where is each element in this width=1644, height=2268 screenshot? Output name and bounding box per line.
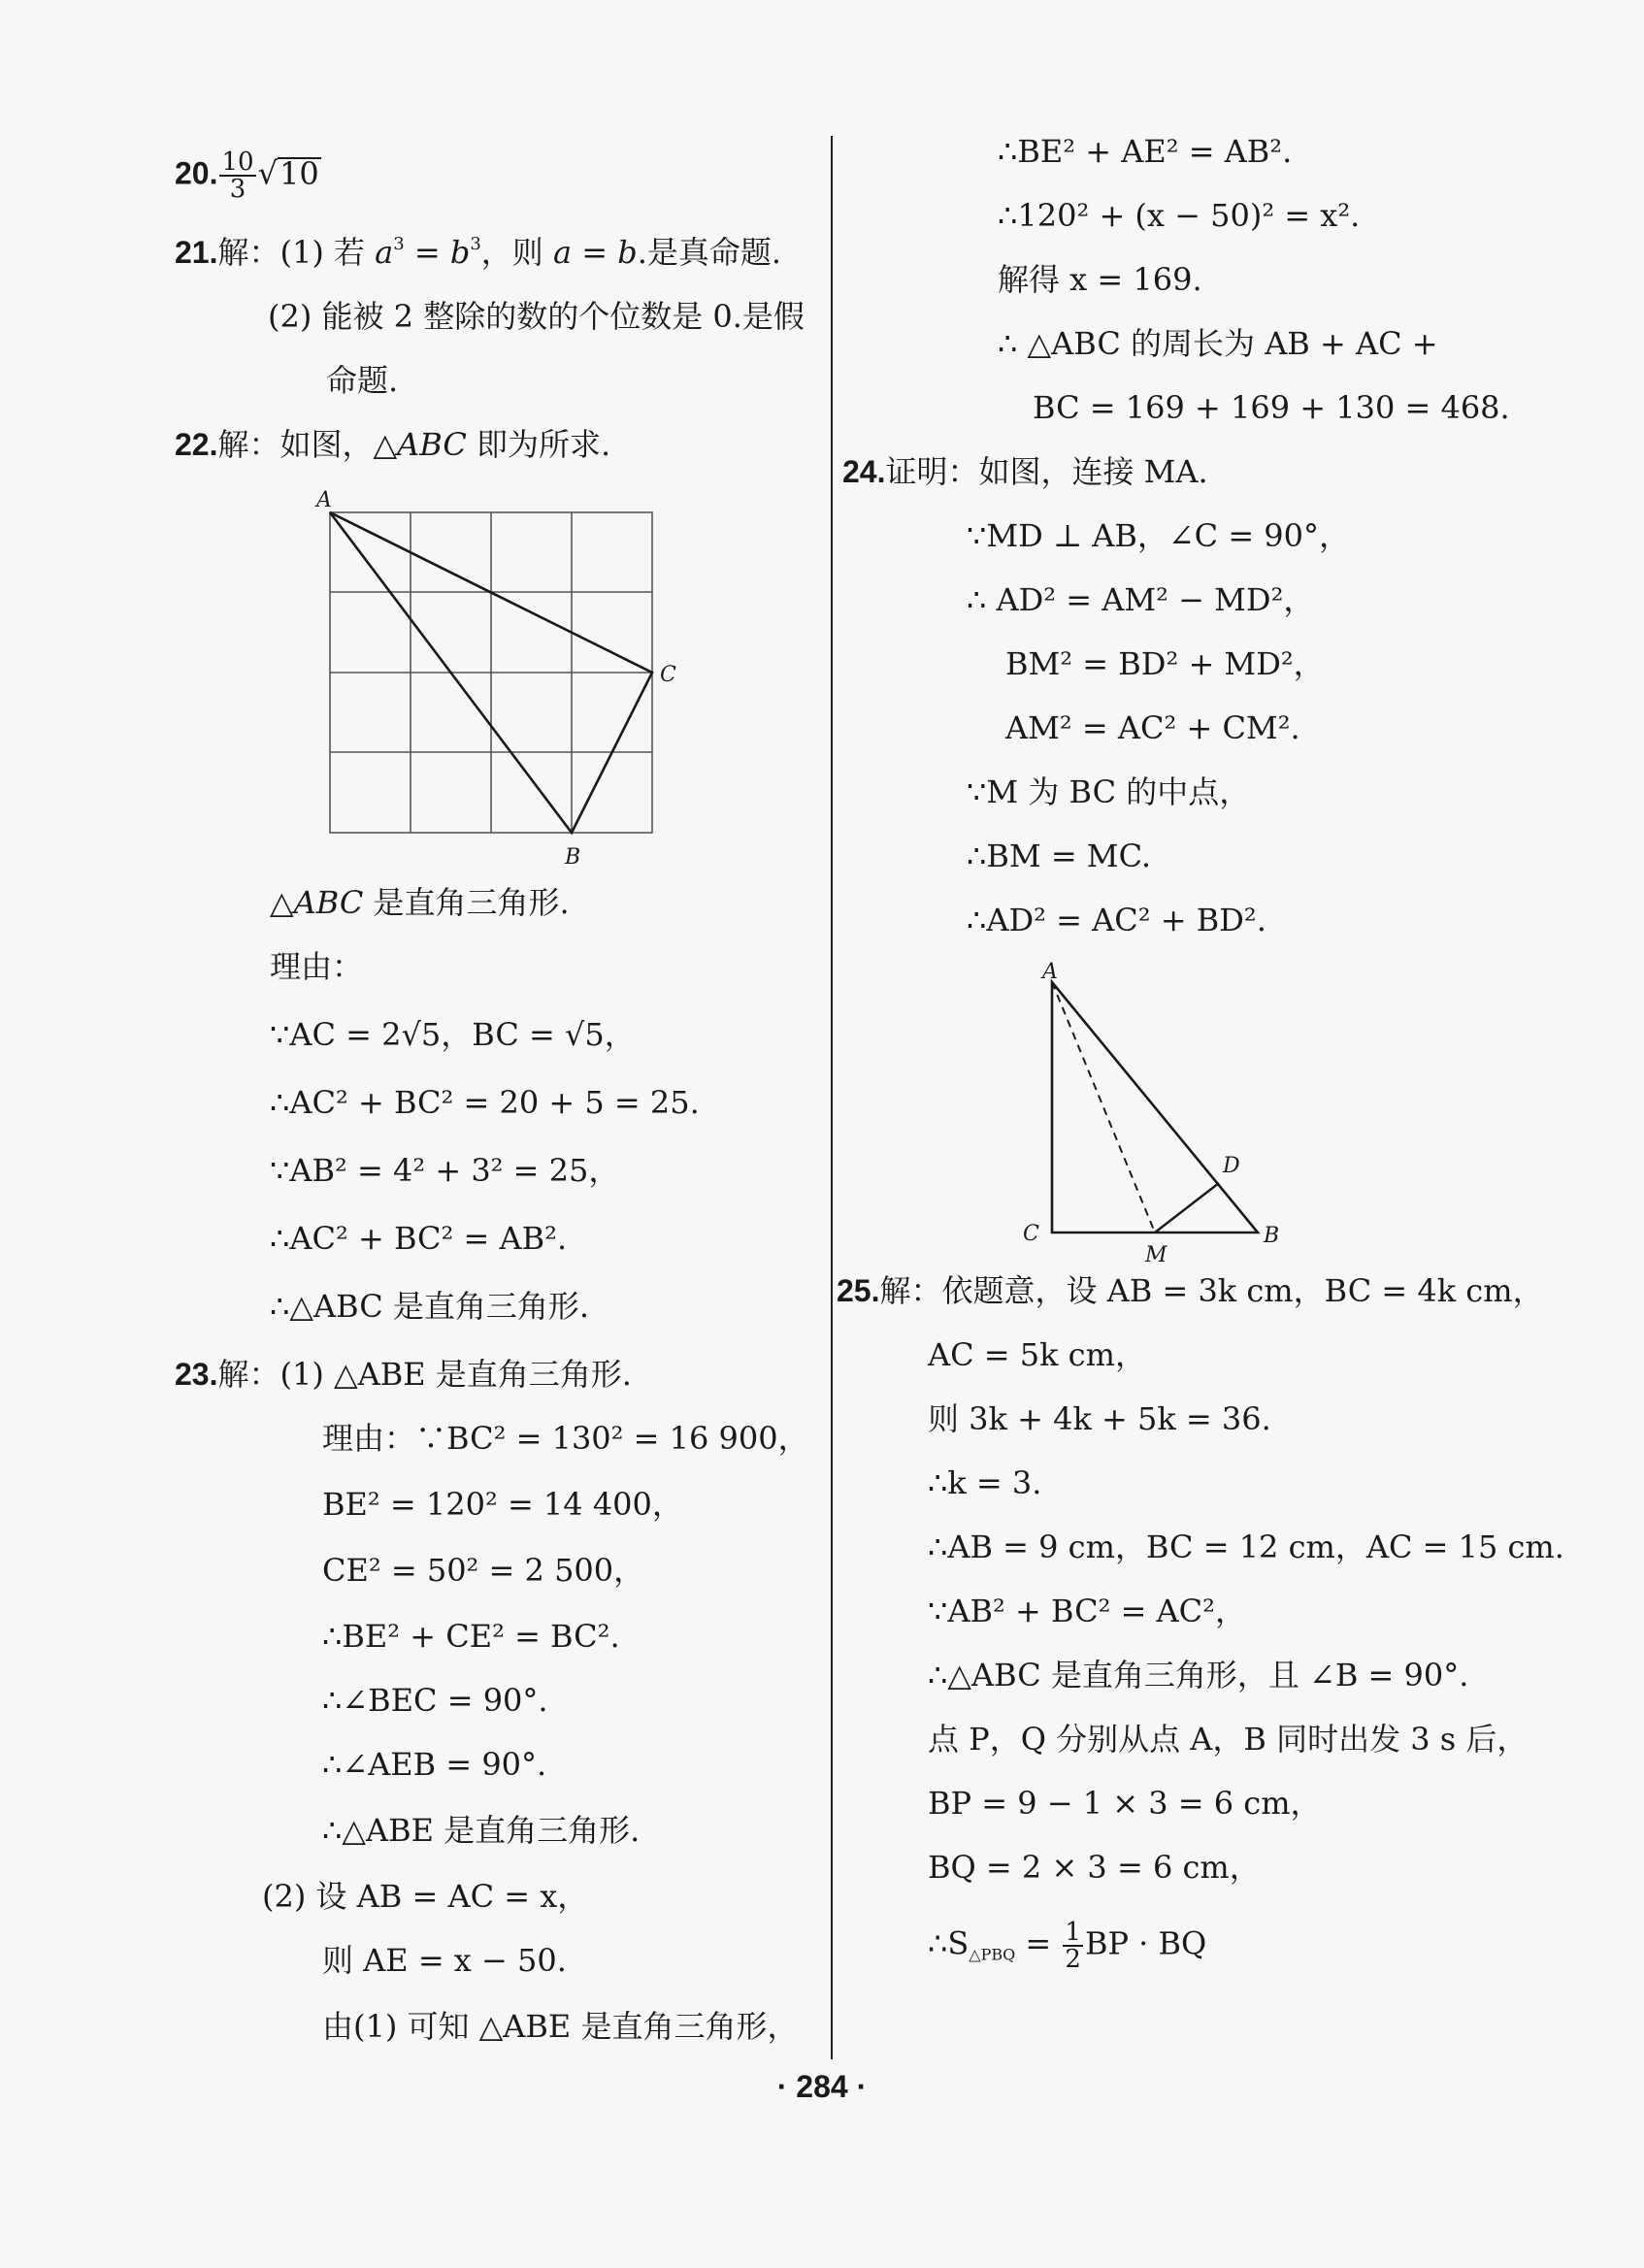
label-m: M <box>1145 1243 1167 1267</box>
answer-23-line5: ∴BE² + CE² = BC². <box>322 1618 620 1655</box>
label-b: B <box>565 845 581 870</box>
grid-triangle-figure <box>309 483 677 871</box>
right-triangle-figure <box>1019 961 1300 1271</box>
label-c: C <box>660 663 676 687</box>
grid <box>330 512 652 833</box>
answer-25-line9: BP = 9 − 1 × 3 = 6 cm， <box>928 1785 1322 1822</box>
answer-23-line8: ∴△ABE 是直角三角形. <box>322 1812 641 1849</box>
answer-23-line3: BE² = 120² = 14 400， <box>322 1486 683 1523</box>
answer-24-line6: ∵M 为 BC 的中点， <box>967 773 1251 810</box>
answer-24-line7: ∴BM = MC. <box>967 838 1152 874</box>
answer-23-line11: 由(1) 可知 △ABE 是直角三角形， <box>322 2008 799 2045</box>
answer-25-line10: BQ = 2 × 3 = 6 cm， <box>928 1849 1261 1886</box>
answer-21-line2: (2) 能被 2 整除的数的个位数是 0.是假 <box>268 298 805 335</box>
label-a: A <box>316 488 332 512</box>
answer-23-line7: ∴∠AEB = 90°. <box>322 1746 547 1783</box>
answer-21-line1: 21.解：(1) 若 $a^3 = b^3$，则 a = b.是真命题. <box>175 234 782 271</box>
answer-23-line1: 23.解：(1) △ABE 是直角三角形. <box>175 1356 632 1393</box>
answer-25-line3: 则 3k + 4k + 5k = 36. <box>928 1400 1271 1437</box>
column-divider <box>831 136 833 2059</box>
label-b: B <box>1264 1224 1280 1248</box>
answer-23-cont-line1: ∴BE² + AE² = AB². <box>998 133 1293 170</box>
answer-23-line4: CE² = 50² = 2 500， <box>322 1552 645 1589</box>
answer-22-line6: ∴AC² + BC² = AB². <box>270 1220 568 1257</box>
answer-25-line1: 25.解：依题意，设 AB = 3k cm，BC = 4k cm， <box>837 1272 1544 1309</box>
answer-22-line2: 理由： <box>270 948 364 985</box>
answer-25-line8: 点 P，Q 分别从点 A，B 同时出发 3 s 后， <box>928 1721 1529 1758</box>
radicand: 10 <box>279 154 319 192</box>
answer-20: 20. $\frac{10}{3}$ √10 <box>175 148 319 204</box>
answer-25-line4: ∴k = 3. <box>928 1464 1042 1501</box>
answer-21-line3: 命题. <box>326 362 399 399</box>
answer-25-line2: AC = 5k cm， <box>928 1336 1146 1373</box>
answer-24-line8: ∴AD² = AC² + BD². <box>967 902 1266 938</box>
answer-22-line3: ∵AC = 2√5，BC = √5， <box>270 1016 636 1053</box>
answer-23-cont-line2: ∴120² + (x − 50)² = x². <box>998 197 1361 234</box>
line-md <box>1155 1183 1219 1233</box>
radical-sign: √ <box>257 154 278 192</box>
answer-24-line4: BM² = BD² + MD²， <box>1005 645 1325 682</box>
answer-23-cont-line4: ∴ △ABC 的周长为 AB + AC + <box>998 325 1438 362</box>
answer-24-line1: 24.证明：如图，连接 MA. <box>842 453 1208 490</box>
answer-24-line5: AM² = AC² + CM². <box>1005 709 1300 746</box>
answer-25-line5: ∴AB = 9 cm，BC = 12 cm，AC = 15 cm. <box>928 1528 1564 1565</box>
label-c: C <box>1023 1222 1039 1246</box>
answer-23-cont-line5: BC = 169 + 169 + 130 = 468. <box>1033 389 1510 426</box>
fraction-one-half: $\frac{1}{2}$ <box>1065 1918 1081 1974</box>
answer-23-line2: 理由：∵BC² = 130² = 16 900， <box>322 1420 809 1457</box>
answer-22-line4: ∴AC² + BC² = 20 + 5 = 25. <box>270 1084 700 1121</box>
answer-22-line1: △ABC 是直角三角形. <box>270 884 570 921</box>
label-d: D <box>1223 1154 1240 1178</box>
answer-23-line9: (2) 设 AB = AC = x， <box>262 1878 589 1915</box>
page-number: · 284 · <box>776 2069 868 2104</box>
answer-23-line10: 则 AE = x − 50. <box>322 1942 567 1979</box>
answer-23-line6: ∴∠BEC = 90°. <box>322 1682 548 1719</box>
answer-25-line11: $\therefore S_{\triangle PBQ}$ = $\frac{1}{2}$ BP · BQ <box>928 1918 1207 1974</box>
answer-25-line6: ∵AB² + BC² = AC²， <box>928 1593 1246 1629</box>
answer-24-line2: ∵MD ⊥ AB，∠C = 90°， <box>967 517 1351 554</box>
dashed-line-ma <box>1052 982 1155 1233</box>
label-a: A <box>1042 961 1058 984</box>
answer-25-line7: ∴△ABC 是直角三角形，且 ∠B = 90°. <box>928 1657 1469 1693</box>
answer-22-line7: ∴△ABC 是直角三角形. <box>270 1288 590 1325</box>
fraction: $\frac{10}{3}$ <box>221 148 254 204</box>
triangle-acb <box>1052 982 1258 1233</box>
answer-22-head: 22.解：如图，△ABC 即为所求. <box>175 426 611 463</box>
answer-23-cont-line3: 解得 x = 169. <box>998 261 1202 298</box>
answer-24-line3: ∴ AD² = AM² − MD²， <box>967 581 1315 618</box>
answer-22-line5: ∵AB² = 4² + 3² = 25， <box>270 1152 620 1189</box>
